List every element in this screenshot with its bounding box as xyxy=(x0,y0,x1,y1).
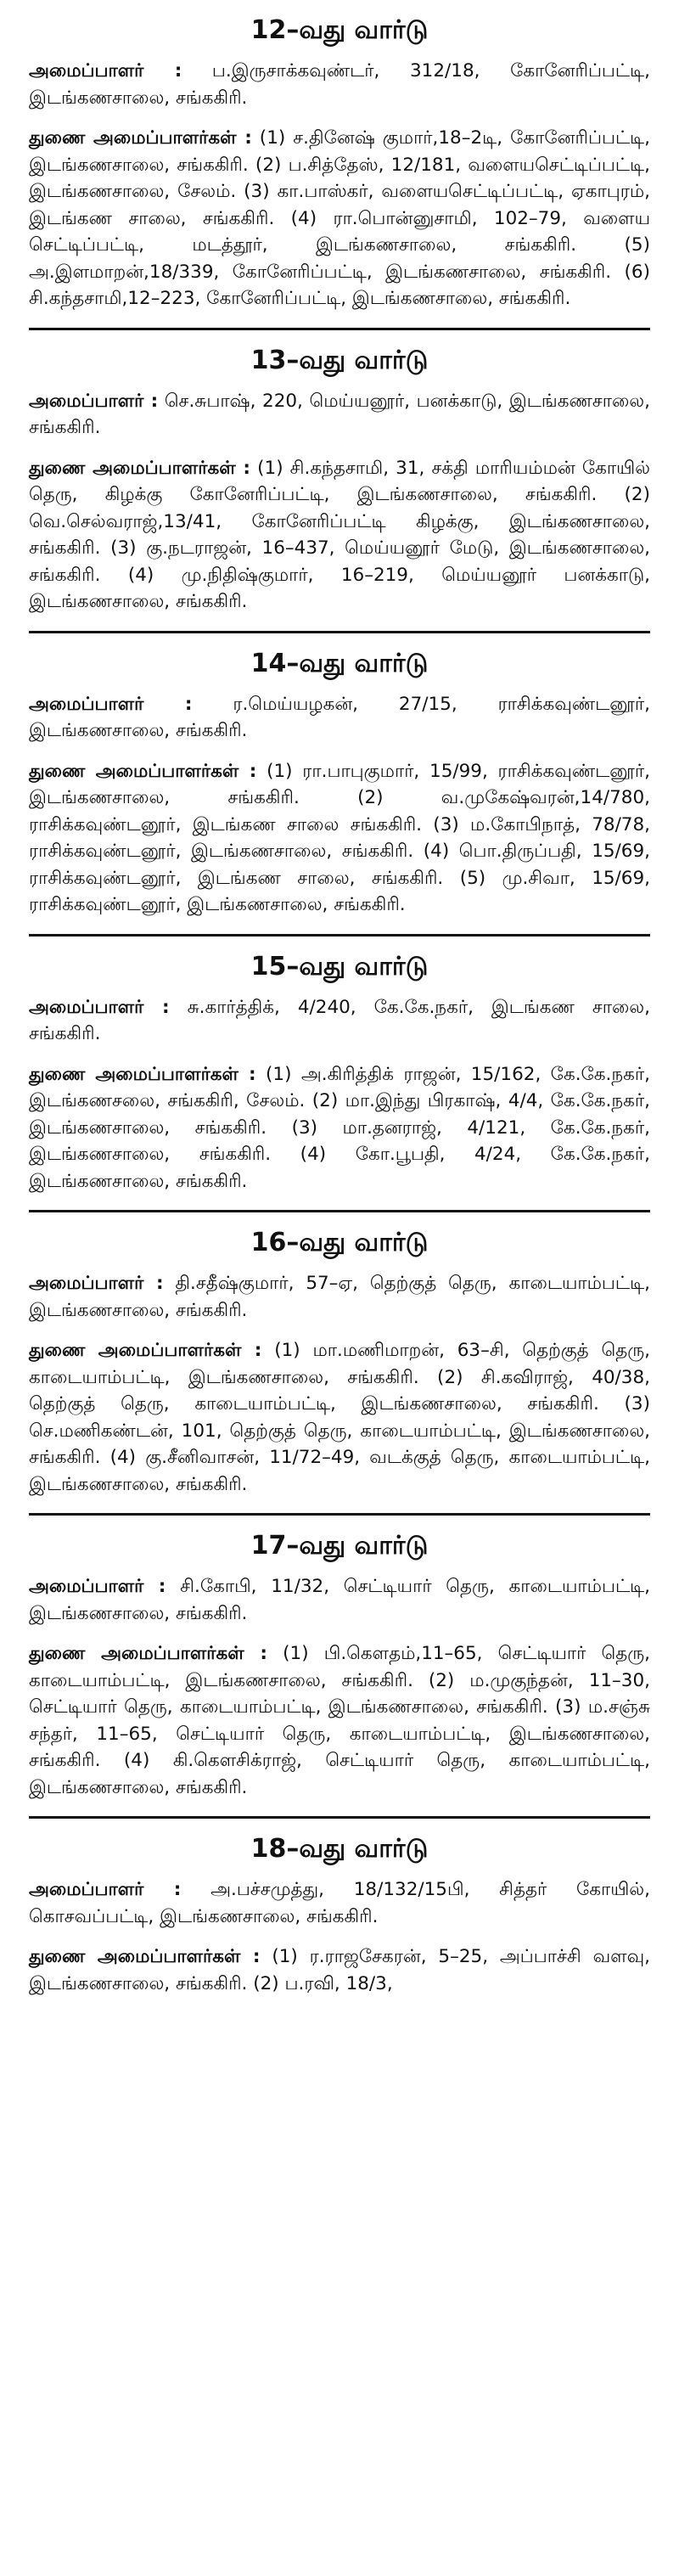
deputies-paragraph xyxy=(29,455,650,616)
organizer-label: அமைப்பாளர் : xyxy=(29,1879,182,1900)
deputies-text: (1) சி.கந்தசாமி, 31, சக்தி மாரியம்மன் கோயில் தெரு, கிழக்கு கோனேரிப்பட்டி, இடங்கணசாலை, சங்ககிரி. (2) வெ.செல்வராஜ்,13/41, கோனேரிப்பட்டி கிழக்கு, இடங்கணசாலை, சங்ககிரி. (3) கு.நடராஜன், 16–437, மெய்யனூர் மேடு, இடங்கணசாலை, சங்ககிரி. (4) மு.நிதிஷ்குமார், 16–219, மெய்யனூர் பனக்காடு, இடங்கணசாலை, சங்ககிரி. xyxy=(29,457,650,612)
deputies-paragraph xyxy=(29,125,650,312)
ward-title: 18–வது வார்டு xyxy=(250,1834,429,1864)
ward-section-17 xyxy=(29,1516,650,1819)
organizer-text: சி.கோபி, 11/32, செட்டியார் தெரு, காடையாம்பட்டி, இடங்கணசாலை, சங்ககிரி. xyxy=(29,1576,650,1624)
organizer-paragraph xyxy=(29,994,650,1048)
ward-title: 13–வது வார்டு xyxy=(250,345,429,375)
organizer-paragraph xyxy=(29,1876,650,1930)
deputies-text: (1) ர.ராஜசேகரன், 5–25, அப்பாச்சி வளவு, இடங்கணசாலை, சங்ககிரி. (2) ப.ரவி, 18/3, xyxy=(29,1946,650,1994)
deputies-paragraph xyxy=(29,758,650,919)
deputies-text: (1) அ.கிரித்திக் ராஜன், 15/162, கே.கே.நகர், இடங்கணசலை, சங்ககிரி, சேலம். (2) மா.இந்து பிரகாஷ், 4/4, கே.கே.நகர், இடங்கணசாலை, சங்ககிரி. (3) மா.தனராஜ், 4/121, கே.கே.நகர், இடங்கணசாலை, சங்ககிரி. (4) கோ.பூபதி, 4/24, கே.கே.நகர், இடங்கணசாலை, சங்ககிரி. xyxy=(29,1063,650,1192)
deputies-text: (1) ரா.பாபுகுமார், 15/99, ராசிக்கவுண்டனூர், இடங்கணசாலை, சங்ககிரி. (2) வ.முகேஷ்வரன்,14/780, ராசிக்கவுண்டனூர், இடங்கண சாலை சங்ககிரி. (3) ம.கோபிநாத், 78/78, ராசிக்கவுண்டனூர், இடங்கணசாலை, சங்ககிரி. (4) பொ.திருப்பதி, 15/69, ராசிக்கவுண்டனூர், இடங்கண சாலை, சங்ககிரி. (5) மு.சிவா, 15/69, ராசிக்கவுண்டனூர், இடங்கணசாலை, சங்ககிரி. xyxy=(29,760,650,915)
deputies-label: துணை அமைப்பாளர்கள் : xyxy=(29,1340,262,1361)
ward-section-15 xyxy=(29,936,650,1213)
ward-title: 14–வது வார்டு xyxy=(250,648,429,678)
organizer-paragraph xyxy=(29,1573,650,1627)
ward-section-14 xyxy=(29,633,650,936)
ward-title: 15–வது வார்டு xyxy=(250,951,429,981)
ward-title: 17–வது வார்டு xyxy=(250,1531,429,1561)
organizer-paragraph xyxy=(29,388,650,442)
organizer-paragraph xyxy=(29,1270,650,1324)
organizer-label: அமைப்பாளர் : xyxy=(29,996,170,1018)
deputies-paragraph xyxy=(29,1943,650,1997)
organizer-label: அமைப்பாளர் : xyxy=(29,693,193,715)
ward-section-13 xyxy=(29,330,650,633)
organizer-text: ப.இருசாக்கவுண்டர், 312/18, கோனேரிப்பட்டி, இடங்கணசாலை, சங்ககிரி. xyxy=(29,60,650,109)
organizer-label: அமைப்பாளர் : xyxy=(29,1576,166,1597)
deputies-label: துணை அமைப்பாளர்கள் : xyxy=(29,760,257,782)
organizer-paragraph xyxy=(29,58,650,111)
organizer-text: ர.மெய்யழகன், 27/15, ராசிக்கவுண்டனூர், இடங்கணசாலை, சங்ககிரி. xyxy=(29,693,650,741)
deputies-text: (1) ச.தினேஷ் குமார்,18–2டி, கோனேரிப்பட்டி, இடங்கணசாலை, சங்ககிரி. (2) ப.சித்தேஸ், 12/181, வளையசெட்டிப்பட்டி, இடங்கணசாலை, சேலம். (3) கா.பாஸ்கர், வளையசெட்டிப்பட்டி, ஏகாபுரம், இடங்கண சாலை, சங்ககிரி. (4) ரா.பொன்னுசாமி, 102–79, வளைய செட்டிப்பட்டி, மடத்தூர், இடங்கணசாலை, சங்ககிரி. (5) அ.இளமாறன்,18/339, கோனேரிப்பட்டி, இடங்கணசாலை, சங்ககிரி. (6) சி.கந்தசாமி,12–223, கோனேரிப்பட்டி, இடங்கணசாலை, சங்ககிரி. xyxy=(29,127,650,309)
deputies-paragraph xyxy=(29,1640,650,1801)
organizer-label: அமைப்பாளர் : xyxy=(29,60,182,82)
organizer-paragraph xyxy=(29,691,650,745)
deputies-label: துணை அமைப்பாளர்கள் : xyxy=(29,1946,261,1967)
organizer-label: அமைப்பாளர் : xyxy=(29,1273,164,1294)
organizer-text: தி.சதீஷ்குமார், 57–ஏ, தெற்குத் தெரு, காடையாம்பட்டி, இடங்கணசாலை, சங்ககிரி. xyxy=(29,1273,650,1321)
ward-section-16 xyxy=(29,1212,650,1516)
ward-title: 16–வது வார்டு xyxy=(250,1228,429,1257)
ward-section-18 xyxy=(29,1819,650,2012)
ward-section-12 xyxy=(29,0,650,330)
organizer-label: அமைப்பாளர் : xyxy=(29,390,159,412)
organizer-text: சு.கார்த்திக், 4/240, கே.கே.நகர், இடங்கண சாலை, சங்ககிரி. xyxy=(29,996,650,1044)
deputies-text: (1) மா.மணிமாறன், 63–சி, தெற்குத் தெரு, காடையாம்பட்டி, இடங்கணசாலை, சங்ககிரி. (2) சி.கவிராஜ், 40/38, தெற்குத் தெரு, காடையாம்பட்டி, இடங்கணசாலை, சங்ககிரி. (3) செ.மணிகண்டன், 101, தெற்குத் தெரு, காடையாம்பட்டி, இடங்கணசாலை, சங்ககிரி. (4) கு.சீனிவாசன், 11/72–49, வடக்குத் தெரு, காடையாம்பட்டி, இடங்கணசாலை, சங்ககிரி. xyxy=(29,1340,650,1495)
deputies-label: துணை அமைப்பாளர்கள் : xyxy=(29,457,251,479)
deputies-label: துணை அமைப்பாளர்கள் : xyxy=(29,1643,268,1664)
deputies-paragraph xyxy=(29,1061,650,1195)
deputies-label: துணை அமைப்பாளர்கள் : xyxy=(29,1063,256,1085)
deputies-text: (1) பி.கௌதம்,11–65, செட்டியார் தெரு, காடையாம்பட்டி, இடங்கணசாலை, சங்ககிரி. (2) ம.முகுந்தன், 11–30, செட்டியார் தெரு, காடையாம்பட்டி, இடங்கணசாலை, சங்ககிரி. (3) ம.சஞ்சு சந்தர், 11–65, செட்டியார் தெரு, காடையாம்பட்டி, இடங்கணசாலை, சங்ககிரி. (4) கி.கௌசிக்ராஜ், செட்டியார் தெரு, காடையாம்பட்டி, இடங்கணசாலை, சங்ககிரி. xyxy=(29,1643,650,1798)
organizer-text: அ.பச்சமுத்து, 18/132/15பி, சித்தர் கோயில், கொசவப்பட்டி, இடங்கணசாலை, சங்ககிரி. xyxy=(29,1879,650,1927)
organizer-text: செ.சுபாஷ், 220, மெய்யனூர், பனக்காடு, இடங்கணசாலை, சங்ககிரி. xyxy=(29,390,650,438)
deputies-label: துணை அமைப்பாளர்கள் : xyxy=(29,127,252,149)
deputies-paragraph xyxy=(29,1337,650,1498)
ward-title: 12–வது வார்டு xyxy=(250,15,429,45)
